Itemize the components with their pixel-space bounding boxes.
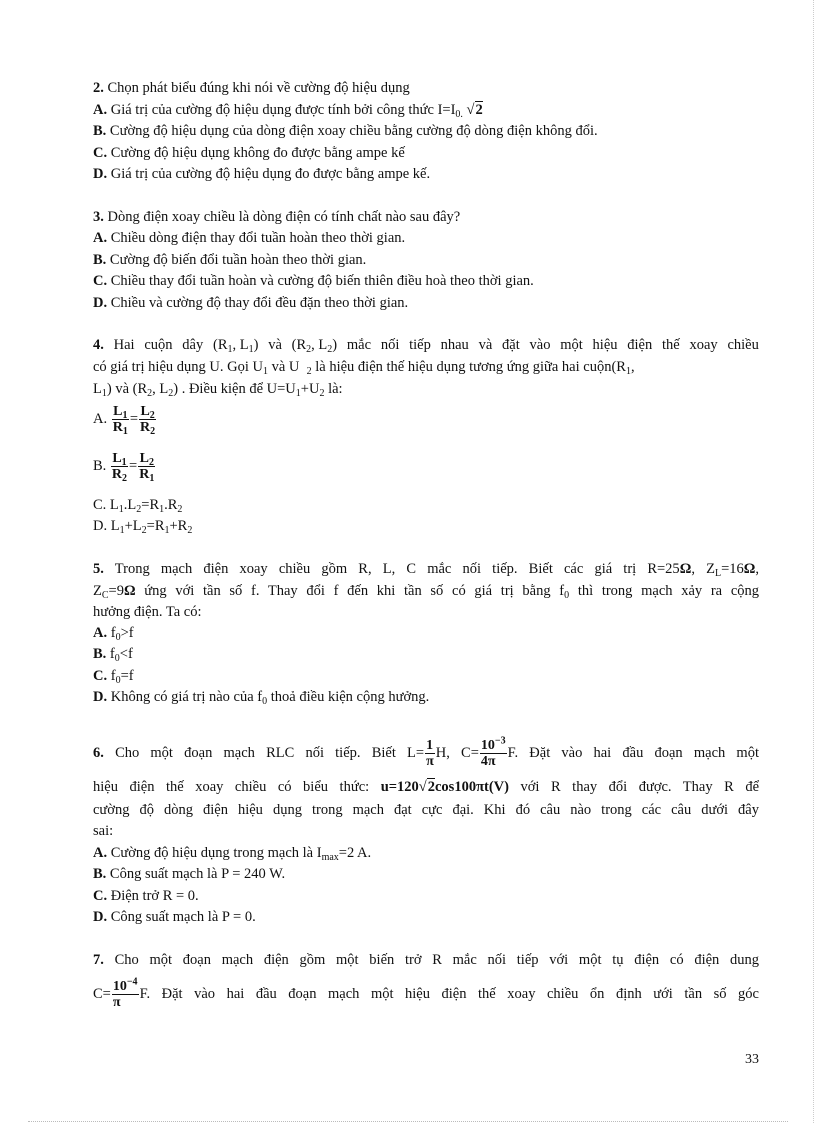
- page-border-right: [813, 0, 814, 1123]
- q2-option-a: A. Giá trị của cường độ hiệu dụng được tính bởi công thức $I=I_{0.}$ √2: [93, 102, 483, 120]
- fraction-c-value: $\frac{10^{-3}}{4\pi}$: [480, 735, 506, 770]
- q6-line-1: 6. Cho một đoạn mạch RLC nối tiếp. Biết L= $\frac{1}{\pi}$ H, C= $\frac{10^{-3}}{4\pi}$ F. Đặt vào hai đầu đoạn mạch một: [93, 735, 759, 770]
- q4-line-3: $L_1$) và ($R_2$, $L_2$) . Điều kiện để $U=U_1+U_2$ là:: [93, 381, 343, 399]
- fraction-c-value: $\frac{10^{-4}}{\pi}$: [112, 976, 138, 1011]
- sqrt-symbol: √2: [466, 102, 483, 118]
- q4-option-a: A. $\frac{L_1}{R_1}$ = $\frac{L_2}{R_2}$: [93, 404, 156, 438]
- page-number: 33: [745, 1052, 759, 1067]
- q6-line-3: cường độ dòng điện hiệu dụng trong mạch đạt cực đại. Khi đó câu nào trong các câu dưới đây: [93, 802, 759, 818]
- q4-option-b: B. $\frac{L_1}{R_2}$ = $\frac{L_2}{R_1}$: [93, 451, 155, 485]
- page-border-bottom: [28, 1121, 788, 1122]
- q6-line-2: hiệu điện thế xoay chiều có biểu thức: u=120√2cos100πt(V) với R thay đổi được. Thay R để: [93, 779, 760, 795]
- q5-line-1: 5. Trong mạch điện xoay chiều gồm R, L, C mắc nối tiếp. Biết các giá trị R=25Ω, $Z_L=16\Omega$,: [93, 561, 759, 579]
- fraction-l1-r2: $\frac{L_1}{R_2}$: [111, 451, 128, 485]
- q5-option-b: B. $f_0<f$: [93, 646, 133, 664]
- q2-option-b: B. Cường độ hiệu dụng của dòng điện xoay chiều bằng cường độ dòng điện không đổi.: [93, 123, 598, 139]
- q5-option-a: A. $f_0>f$: [93, 625, 134, 643]
- q6-option-c: C. Điện trở R = 0.: [93, 888, 199, 904]
- q5-line-2: $Z_C=9\Omega$ ứng với tần số f. Thay đổi f đến khi tần số có giá trị bằng $f_0$ thì trong mạch xảy ra cộng: [93, 583, 760, 601]
- q5-option-c: C. $f_0=f$: [93, 668, 134, 686]
- q5-option-d: D. Không có giá trị nào của $f_0$ thoả điều kiện cộng hưởng.: [93, 689, 430, 707]
- q2-stem: 2. Chọn phát biểu đúng khi nói về cường độ hiệu dụng: [93, 80, 410, 96]
- q7-line-1: 7. Cho một đoạn mạch điện gồm một biến trở R mắc nối tiếp với một tụ điện có điện dung: [93, 952, 760, 968]
- q3-stem: 3. Dòng điện xoay chiều là dòng điện có tính chất nào sau đây?: [93, 209, 461, 225]
- q2-option-c: C. Cường độ hiệu dụng không đo được bằng ampe kế: [93, 145, 405, 161]
- fraction-l2-r2: $\frac{L_2}{R_2}$: [140, 404, 156, 438]
- q3-option-d: D. Chiều và cường độ thay đổi đều đặn theo thời gian.: [93, 295, 409, 311]
- q5-line-3: hưởng điện. Ta có:: [93, 604, 202, 620]
- q4-line-2: có giá trị hiệu dụng U. Gọi $U_1$ và U $_2$ là hiệu điện thế hiệu dụng tương ứng giữa hai $cuộn(R_1$,: [93, 359, 635, 377]
- q4-line-1: 4. Hai cuộn dây ($R_1$, $L_1$) và ($R_2$, $L_2$) mắc nối tiếp nhau và đặt vào một hiệu điện thế xoay chiều: [93, 337, 759, 355]
- q4-option-c: C. $L_1.L_2=R_1.R_2$: [93, 497, 183, 515]
- fraction-l2-r1: $\frac{L_2}{R_1}$: [139, 451, 155, 485]
- q3-option-b: B. Cường độ biến đổi tuần hoàn theo thời gian.: [93, 252, 367, 268]
- q3-option-a: A. Chiều dòng điện thay đổi tuần hoàn theo thời gian.: [93, 230, 406, 246]
- q6-option-a: A. Cường độ hiệu dụng trong mạch là $I_{max}=2$ A.: [93, 845, 372, 863]
- fraction-l1-r1: $\frac{L_1}{R_1}$: [112, 404, 128, 438]
- q6-option-b: B. Công suất mạch là P = 240 W.: [93, 866, 286, 882]
- fraction-1-over-pi: $\frac{1}{\pi}$: [426, 738, 434, 770]
- q3-option-c: C. Chiều thay đổi tuần hoàn và cường độ biến thiên điều hoà theo thời gian.: [93, 273, 534, 289]
- q2-number: 2.: [93, 80, 104, 96]
- q2-option-d: D. Giá trị của cường độ hiệu dụng đo được bằng ampe kế.: [93, 166, 431, 182]
- q4-option-d: D. $L_1+L_2=R_1+R_2$: [93, 518, 193, 536]
- voltage-expression: u=120√2cos100πt(V): [380, 779, 509, 795]
- q6-line-4: sai:: [93, 823, 114, 839]
- q7-line-2: C= $\frac{10^{-4}}{\pi}$ F. Đặt vào hai đầu đoạn mạch một hiệu điện thế xoay chiều ổn định ưới tần số góc: [93, 976, 759, 1011]
- q6-option-d: D. Công suất mạch là P = 0.: [93, 909, 256, 925]
